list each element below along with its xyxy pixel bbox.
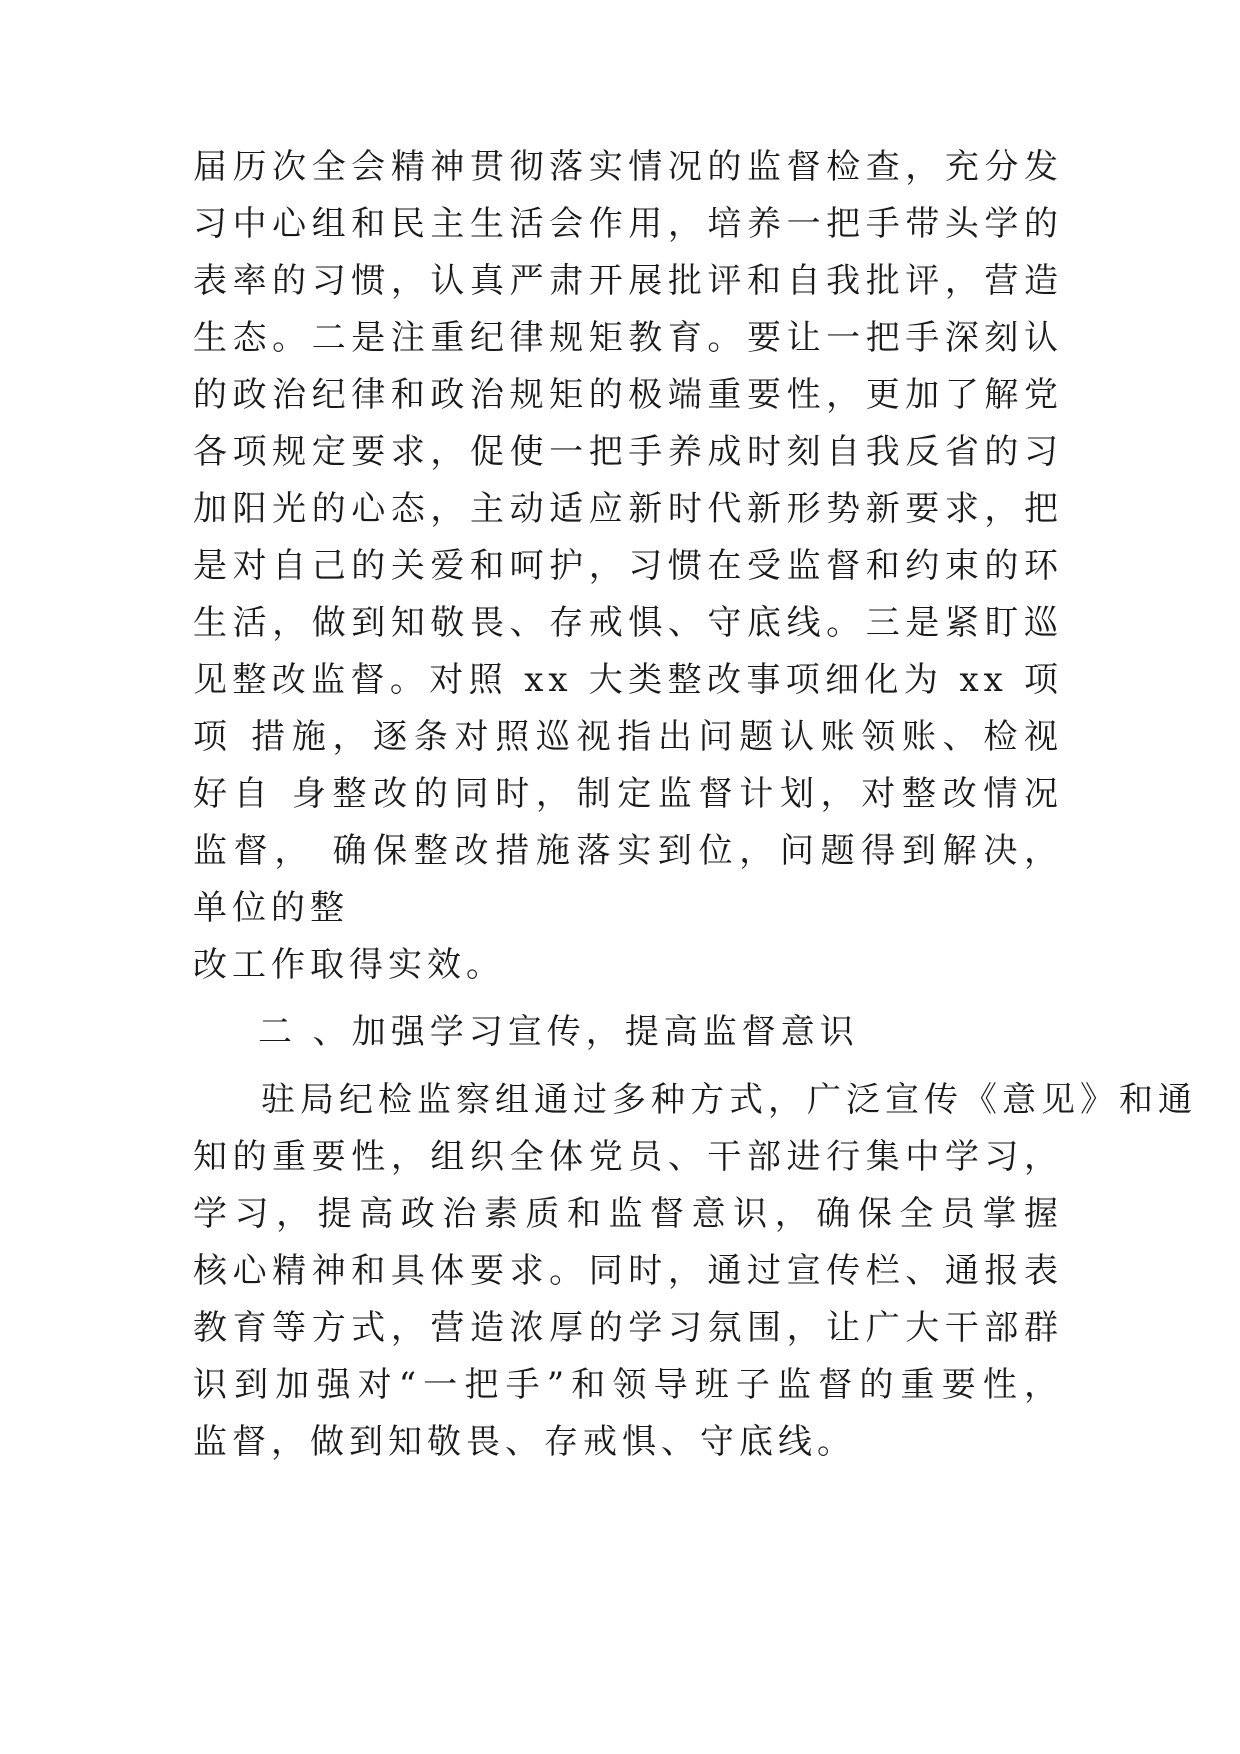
section-heading: 二 、加强学习宣传，提高监督意识 bbox=[258, 1012, 859, 1052]
paragraph-line: 核心精神和具体要求。同时，通过宣传栏、通报表 bbox=[193, 1251, 1063, 1291]
paragraph-line: 是对自己的关爱和呵护，习惯在受监督和约束的环 bbox=[193, 546, 1063, 586]
paragraph-line: 教育等方式，营造浓厚的学习氛围，让广大干部群 bbox=[193, 1308, 1063, 1348]
paragraph-line: 识到加强对“一把手”和领导班子监督的重要性， bbox=[193, 1365, 1063, 1405]
paragraph-line: 生态。二是注重纪律规矩教育。要让一把手深刻认 bbox=[193, 318, 1063, 358]
paragraph-line: 届历次全会精神贯彻落实情况的监督检查，充分发 bbox=[193, 147, 1063, 187]
paragraph-line: 表率的习惯，认真严肃开展批评和自我批评，营造 bbox=[193, 261, 1063, 301]
paragraph-line: 监督，做到知敬畏、存戒惧、守底线。 bbox=[193, 1422, 856, 1462]
paragraph-line: 习中心组和民主生活会作用，培养一把手带头学的 bbox=[193, 204, 1063, 244]
paragraph-line: 的政治纪律和政治规矩的极端重要性，更加了解党 bbox=[193, 375, 1063, 415]
paragraph-line: 单位的整 bbox=[193, 888, 349, 928]
paragraph-line: 加阳光的心态，主动适应新时代新形势新要求，把 bbox=[193, 489, 1063, 529]
paragraph-line: 驻局纪检监察组通过多种方式，广泛宣传《意见》和通 bbox=[261, 1080, 1197, 1120]
paragraph-line: 改工作取得实效。 bbox=[193, 945, 505, 985]
paragraph-line: 生活，做到知敬畏、存戒惧、守底线。三是紧盯巡 bbox=[193, 603, 1063, 643]
paragraph-line: 各项规定要求，促使一把手养成时刻自我反省的习 bbox=[193, 432, 1063, 472]
paragraph-line: 好自 身整改的同时，制定监督计划，对整改情况 bbox=[193, 774, 1063, 814]
paragraph-line: 项 措施，逐条对照巡视指出问题认账领账、检视 bbox=[193, 717, 1063, 757]
paragraph-line: 监督， 确保整改措施落实到位，问题得到解决， bbox=[193, 831, 1063, 871]
paragraph-line: 学习，提高政治素质和监督意识，确保全员掌握 bbox=[193, 1194, 1063, 1234]
paragraph-line: 见整改监督。对照 xx 大类整改事项细化为 xx 项 bbox=[193, 660, 1063, 700]
paragraph-line: 知的重要性，组织全体党员、干部进行集中学习， bbox=[193, 1137, 1063, 1177]
